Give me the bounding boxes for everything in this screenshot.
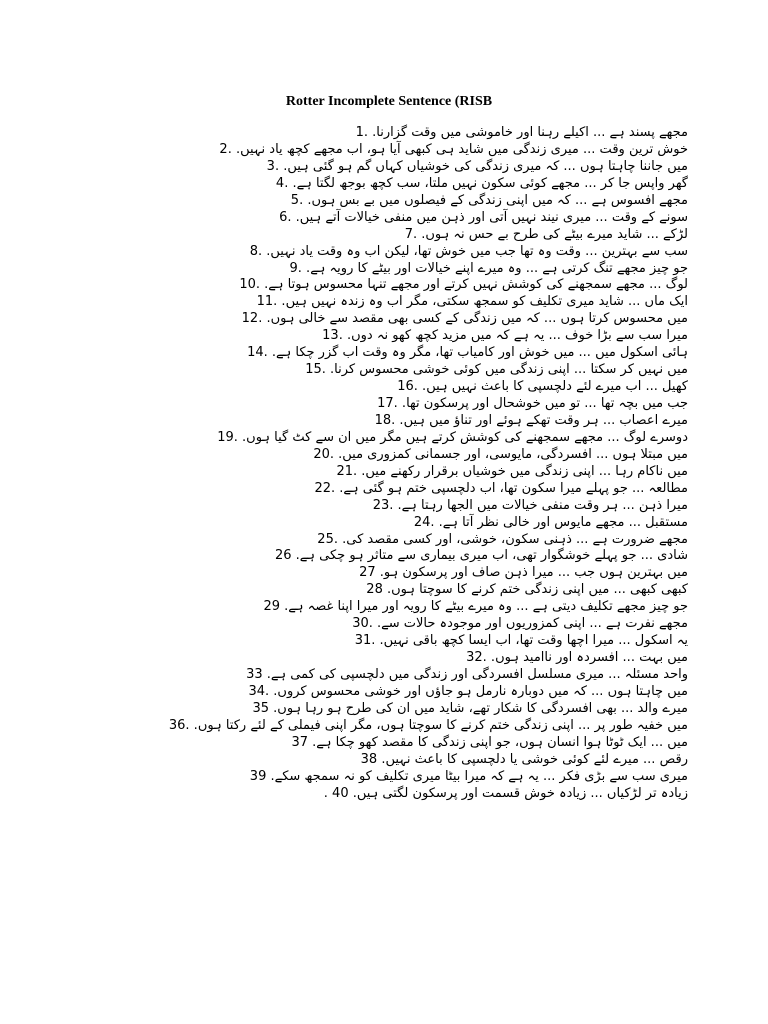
- sentence-line: میرا سب سے بڑا خوف ... یہ ہے کہ میں مزید کچھ کھو نہ دوں. .13: [322, 328, 688, 344]
- sentence-line: مجھے ضرورت ہے ... ذہنی سکون، خوشی، اور کسی مقصد کی. .25: [317, 531, 688, 547]
- sentence-line: سب سے بہترین ... وقت وہ تھا جب میں خوش تھا، لیکن اب وہ وقت یاد نہیں. .8: [249, 243, 688, 259]
- sentence-line: میں چاہتا ہوں ... کہ میں دوبارہ نارمل ہو جاؤں اور خوشی محسوس کروں. .34: [248, 683, 688, 699]
- sentence-line: مجھے نفرت ہے ... اپنی کمزوریوں اور موجودہ حالات سے. .30: [352, 616, 688, 632]
- sentence-line: شادی ... جو پہلے خوشگوار تھی، اب میری بیماری سے متاثر ہو چکی ہے. 26: [274, 548, 688, 564]
- sentence-line: میں ... ایک ٹوٹا ہوا انسان ہوں، جو اپنی زندگی کا مقصد کھو چکا ہے. 37: [291, 734, 688, 750]
- sentence-line: دوسرے لوگ ... مجھے سمجھنے کی کوشش کرتے ہیں مگر میں ان سے کٹ گیا ہوں. .19: [217, 429, 688, 445]
- sentence-line: ایک ماں ... شاید میری تکلیف کو سمجھ سکتی، مگر اب وہ زندہ نہیں ہیں. .11: [256, 294, 688, 310]
- sentence-line: مستقبل ... مجھے مایوس اور خالی نظر آتا ہے. .24: [413, 514, 688, 530]
- sentence-line: زیادہ تر لڑکیاں ... زیادہ خوش قسمت اور پرسکون لگتی ہیں. 40 .: [323, 785, 688, 801]
- sentence-line: کبھی کبھی ... میں اپنی زندگی ختم کرنے کا سوچتا ہوں. 28: [366, 582, 688, 598]
- sentence-list: [48, 125, 688, 803]
- sentence-line: مطالعہ ... جو پہلے میرا سکون تھا، اب دلچسپی ختم ہو گئی ہے. .22: [314, 480, 688, 496]
- sentence-line: جو چیز مجھے تنگ کرتی ہے ... وہ میرے اپنے خیالات اور بیٹے کا رویہ ہے. .9: [289, 260, 688, 276]
- sentence-line: کھیل ... اب میرے لئے دلچسپی کا باعث نہیں ہیں. .16: [397, 379, 688, 395]
- sentence-line: میں جاننا چاہتا ہوں ... کہ میری زندگی کی خوشیاں کہاں گم ہو گئی ہیں. .3: [266, 158, 688, 174]
- sentence-line: مجھے پسند ہے ... اکیلے رہنا اور خاموشی میں وقت گزارنا. .1: [355, 125, 688, 140]
- sentence-line: جب میں بچہ تھا ... تو میں خوشحال اور پرسکون تھا. .17: [377, 396, 688, 411]
- sentence-line: گھر واپس جا کر ... مجھے کوئی سکون نہیں ملتا، سب کچھ بوجھ لگتا ہے. .4: [275, 175, 688, 191]
- sentence-line: یہ اسکول ... میرا اچھا وقت تھا، اب ایسا کچھ باقی نہیں. .31: [354, 633, 688, 649]
- sentence-line: میں خفیہ طور پر ... اپنی زندگی ختم کرنے کا سوچتا ہوں، مگر اپنی فیملی کے لئے رکتا ہوں. .36: [168, 717, 688, 733]
- sentence-line: واحد مسئلہ ... میری مسلسل افسردگی اور زندگی میں دلچسپی کی کمی ہے. 33: [246, 667, 688, 682]
- sentence-line: جو چیز مجھے تکلیف دیتی ہے ... وہ میرے بیٹے کا رویہ اور میرا اپنا غصہ ہے. 29: [263, 599, 688, 615]
- sentence-line: ہائی اسکول میں ... میں خوش اور کامیاب تھا، مگر وہ وقت اب گزر چکا ہے. .14: [247, 345, 688, 361]
- sentence-line: میری سب سے بڑی فکر ... یہ ہے کہ میرا بیٹا میری تکلیف کو نہ سمجھ سکے. 39: [249, 768, 688, 784]
- sentence-line: میں ناکام رہا ... اپنی زندگی میں خوشیاں برقرار رکھنے میں. .21: [336, 463, 688, 479]
- sentence-line: میں مبتلا ہوں ... افسردگی، مایوسی، اور جسمانی کمزوری میں. .20: [313, 446, 688, 462]
- document-title: Rotter Incomplete Sentence (RISB: [285, 94, 493, 109]
- sentence-line: لوگ ... مجھے سمجھنے کی کوشش نہیں کرتے اور مجھے تنہا محسوس ہوتا ہے. .10: [239, 277, 688, 293]
- sentence-line: مجھے افسوس ہے ... کہ میں اپنی زندگی کے فیصلوں میں بے بس ہوں. .5: [290, 192, 688, 208]
- sentence-line: میں نہیں کر سکتا ... اپنی زندگی میں کوئی خوشی محسوس کرنا. .15: [305, 362, 688, 378]
- sentence-line: میں بہترین ہوں جب ... میرا ذہن صاف اور پرسکون ہو. 27: [359, 565, 688, 581]
- sentence-line: رقص ... میرے لئے کوئی خوشی یا دلچسپی کا باعث نہیں. 38: [360, 751, 688, 767]
- sentence-line: سونے کے وقت ... میری نیند نہیں آتی اور ذہن میں منفی خیالات آتے ہیں. .6: [279, 209, 688, 225]
- sentence-line: لڑکے ... شاید میرے بیٹے کی طرح بے حس نہ ہوں. .7: [404, 226, 688, 242]
- sentence-line: میں بہت ... افسردہ اور ناامید ہوں. .32: [466, 650, 688, 666]
- sentence-line: میرا ذہن ... ہر وقت منفی خیالات میں الجھا رہتا ہے. .23: [372, 497, 688, 513]
- sentence-line: میرے اعصاب ... ہر وقت تھکے ہوئے اور تناؤ میں ہیں. .18: [374, 412, 688, 428]
- sentence-line: میں محسوس کرتا ہوں ... کہ میں زندگی کے کسی بھی مقصد سے خالی ہوں. .12: [241, 311, 688, 327]
- sentence-line: میرے والد ... بھی افسردگی کا شکار تھے، شاید میں ان کی طرح ہو رہا ہوں. 35: [252, 700, 688, 716]
- sentence-line: خوش ترین وقت ... میری زندگی میں شاید ہی کبھی آیا ہو، اب مجھے کچھ یاد نہیں. .2: [219, 141, 688, 157]
